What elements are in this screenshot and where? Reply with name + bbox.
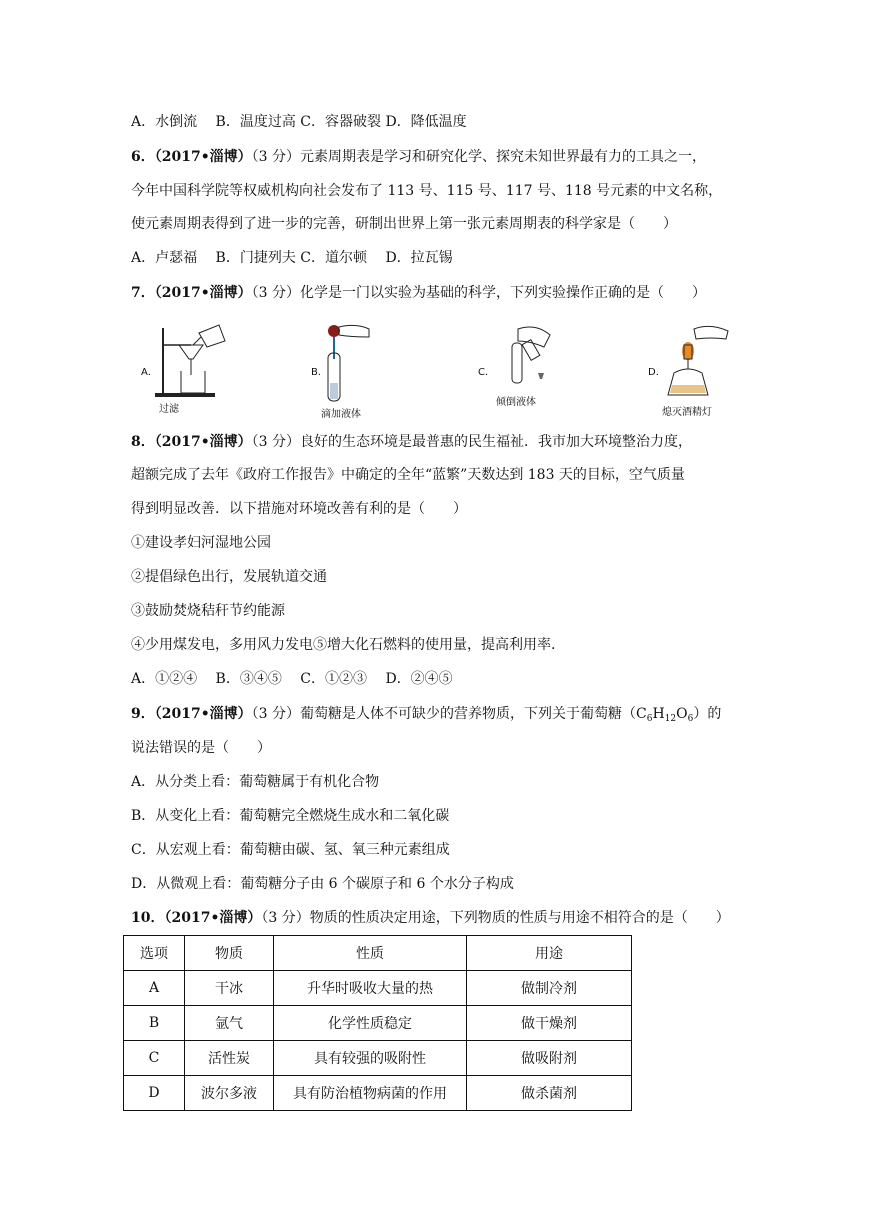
dropper-tube-icon bbox=[311, 323, 401, 405]
q7-figure-b bbox=[311, 323, 401, 418]
q8-source: （2017•淄博） bbox=[154, 434, 252, 450]
q7-figure-a-letter: A． bbox=[141, 367, 158, 378]
pouring-liquid-icon bbox=[478, 323, 568, 393]
table-cell: 做吸附剂 bbox=[467, 1041, 632, 1076]
q10-property-table bbox=[123, 935, 632, 1111]
table-cell: 干冰 bbox=[185, 971, 274, 1006]
q10-score: （3 分） bbox=[261, 910, 310, 926]
q9-number: 9． bbox=[131, 706, 155, 722]
table-row bbox=[124, 1041, 632, 1076]
q9-formula-sub-o: 6 bbox=[687, 714, 694, 724]
q10-stem-line1 bbox=[131, 908, 730, 928]
q8-item-1: ①建设孝妇河湿地公园 bbox=[131, 535, 271, 551]
q8-stem-line1 bbox=[131, 432, 692, 452]
q9-option-d: D．从微观上看：葡萄糖分子由 6 个碳原子和 6 个水分子构成 bbox=[131, 876, 514, 892]
table-cell: B bbox=[124, 1006, 185, 1041]
alcohol-lamp-icon bbox=[648, 323, 748, 405]
q8-stem-line2: 超额完成了去年《政府工作报告》中确定的全年“蓝繁”天数达到 183 天的目标，空气质量 bbox=[131, 467, 685, 483]
q7-figure-d bbox=[648, 323, 748, 418]
q7-text: 化学是一门以实验为基础的科学，下列实验操作正确的是（ ） bbox=[300, 285, 707, 301]
table-cell: 氩气 bbox=[185, 1006, 274, 1041]
table-cell: 波尔多液 bbox=[185, 1076, 274, 1111]
q6-stem-line2: 今年中国科学院等权威机构向社会发布了 113 号、115 号、117 号、118 号元素的中文名称， bbox=[131, 183, 723, 199]
table-cell: 做干燥剂 bbox=[467, 1006, 632, 1041]
table-header-cell: 选项 bbox=[124, 936, 185, 971]
q9-formula-o: O bbox=[676, 706, 688, 722]
q9-text: 葡萄糖是人体不可缺少的营养物质，下列关于葡萄糖（C bbox=[300, 706, 647, 722]
q10-number: 10． bbox=[131, 910, 165, 926]
q6-source: （2017•淄博） bbox=[154, 149, 252, 165]
table-cell: 化学性质稳定 bbox=[274, 1006, 467, 1041]
table-cell: 具有防治植物病菌的作用 bbox=[274, 1076, 467, 1111]
q7-figure-d-caption: 熄灭酒精灯 bbox=[662, 407, 712, 418]
table-cell: 做制冷剂 bbox=[467, 971, 632, 1006]
table-row bbox=[124, 1076, 632, 1111]
q9-source: （2017•淄博） bbox=[154, 706, 252, 722]
q9-option-b: B．从变化上看：葡萄糖完全燃烧生成水和二氧化碳 bbox=[131, 808, 450, 824]
table-header-cell: 用途 bbox=[467, 936, 632, 971]
q7-score: （3 分） bbox=[251, 285, 301, 301]
q6-options: A．卢瑟福 B．门捷列夫 C．道尔顿 D．拉瓦锡 bbox=[131, 250, 453, 266]
q10-source: （2017•淄博） bbox=[164, 910, 262, 926]
table-row bbox=[124, 1006, 632, 1041]
table-cell: 做杀菌剂 bbox=[467, 1076, 632, 1111]
table-cell: D bbox=[124, 1076, 185, 1111]
table-cell: 活性炭 bbox=[185, 1041, 274, 1076]
q7-figure-d-letter: D． bbox=[648, 367, 666, 378]
q6-stem-line1 bbox=[131, 147, 706, 167]
q7-figure-b-letter: B． bbox=[311, 367, 328, 378]
q8-number: 8． bbox=[131, 434, 155, 450]
q6-stem-line3: 使元素周期表得到了进一步的完善，研制出世界上第一张元素周期表的科学家是（ ） bbox=[131, 216, 677, 232]
q8-item-2: ②提倡绿色出行，发展轨道交通 bbox=[131, 569, 327, 585]
q6-number: 6． bbox=[131, 149, 155, 165]
q8-item-4: ④少用煤发电，多用风力发电⑤增大化石燃料的使用量，提高利用率． bbox=[131, 637, 565, 653]
q9-stem-line2: 说法错误的是（ ） bbox=[131, 740, 271, 756]
q9-formula-sub-c: 6 bbox=[646, 714, 653, 724]
q7-figure-a-caption: 过滤 bbox=[159, 404, 179, 415]
q8-score: （3 分） bbox=[251, 434, 301, 450]
q7-figure-c-letter: C． bbox=[478, 367, 495, 378]
table-header-cell: 性质 bbox=[274, 936, 467, 971]
table-cell: 具有较强的吸附性 bbox=[274, 1041, 467, 1076]
table-cell: C bbox=[124, 1041, 185, 1076]
table-header-cell: 物质 bbox=[185, 936, 274, 971]
q9-score: （3 分） bbox=[251, 706, 301, 722]
q7-figure-c bbox=[478, 323, 568, 418]
q6-text: 元素周期表是学习和研究化学、探究未知世界最有力的工具之一， bbox=[300, 149, 707, 165]
q9-option-a: A．从分类上看：葡萄糖属于有机化合物 bbox=[131, 774, 380, 790]
q9-formula-h: H bbox=[652, 706, 665, 722]
q9-formula-sub-h: 12 bbox=[664, 714, 677, 724]
table-row bbox=[124, 971, 632, 1006]
q7-figure-a bbox=[141, 323, 236, 418]
q5-options: A．水倒流 B．温度过高 C．容器破裂 D．降低温度 bbox=[131, 114, 467, 130]
q7-number: 7． bbox=[131, 285, 155, 301]
q7-figure-b-caption: 滴加液体 bbox=[321, 409, 361, 420]
q8-item-3: ③鼓励焚烧秸秆节约能源 bbox=[131, 603, 285, 619]
q9-stem-line1 bbox=[131, 704, 721, 729]
q10-text: 物质的性质决定用途，下列物质的性质与用途不相符合的是（ ） bbox=[309, 910, 730, 926]
filtration-apparatus-icon bbox=[141, 323, 236, 403]
q6-score: （3 分） bbox=[251, 149, 301, 165]
table-header-row bbox=[124, 936, 632, 971]
q7-figures bbox=[131, 323, 751, 418]
table-cell: A bbox=[124, 971, 185, 1006]
q9-text-end: ）的 bbox=[693, 706, 722, 722]
q9-option-c: C．从宏观上看：葡萄糖由碳、氢、氧三种元素组成 bbox=[131, 842, 450, 858]
q8-text: 良好的生态环境是最普惠的民生福祉．我市加大环境整治力度， bbox=[300, 434, 693, 450]
table-cell: 升华时吸收大量的热 bbox=[274, 971, 467, 1006]
q7-figure-c-caption: 倾倒液体 bbox=[496, 397, 536, 408]
q7-stem-line1 bbox=[131, 283, 706, 303]
q7-source: （2017•淄博） bbox=[154, 285, 252, 301]
q8-stem-line3: 得到明显改善．以下措施对环境改善有利的是（ ） bbox=[131, 501, 467, 517]
q8-options: A．①②④ B．③④⑤ C．①②③ D．②④⑤ bbox=[131, 671, 453, 687]
